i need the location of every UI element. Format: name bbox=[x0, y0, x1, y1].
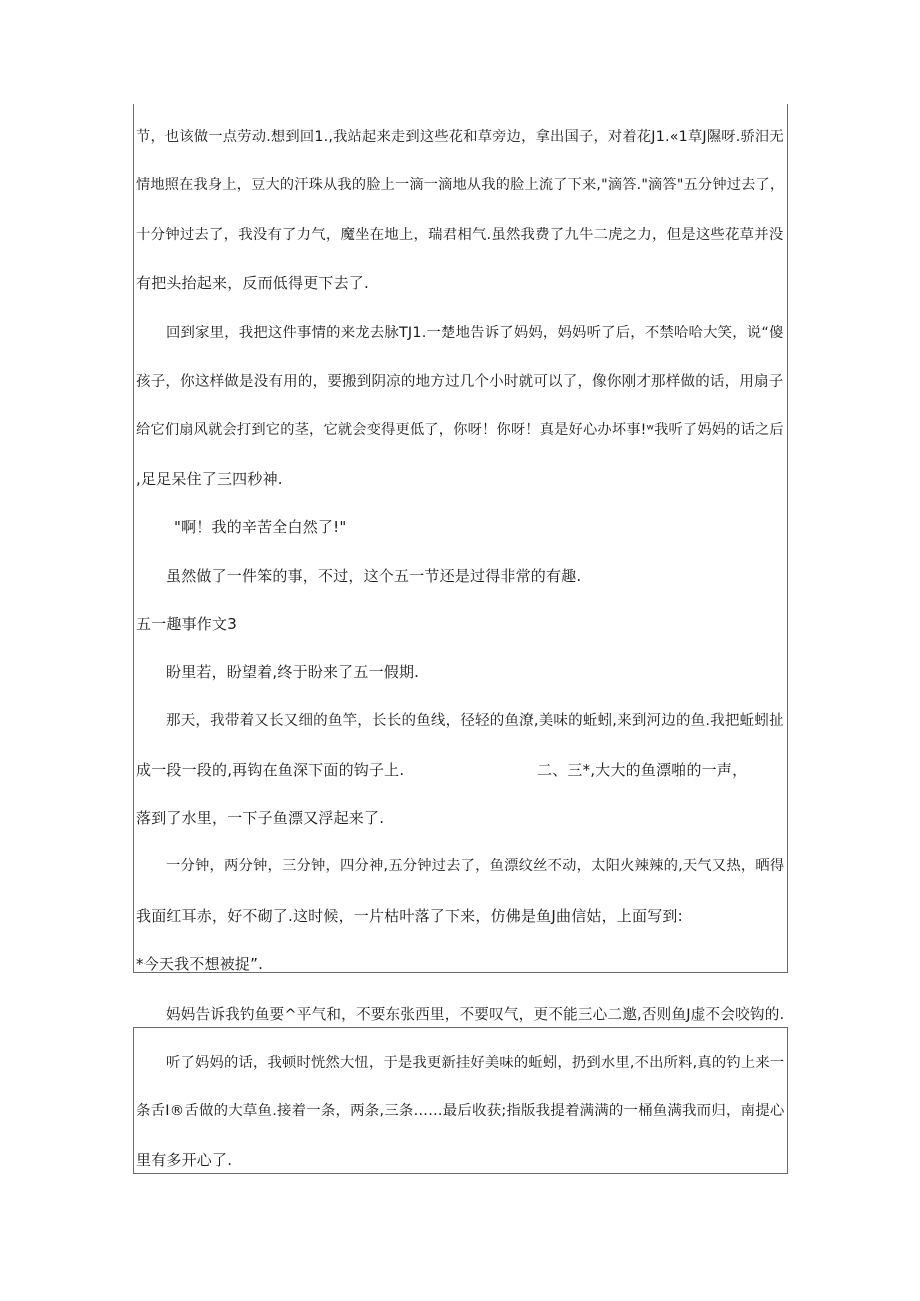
text-line: 十分钟过去了，我没有了力气，魔坐在地上，瑞君相气.虽然我费了九牛二虎之力，但是这些花草并没 bbox=[136, 227, 784, 243]
text-line: 成一段一段的,再钩在鱼深下面的钩子上. bbox=[136, 761, 405, 779]
paragraph-start-line: 听了妈妈的话，我顿时恍然大忸，于是我更新挂好美味的蚯蚓，扔到水里,不出所料,真的钓上来一 bbox=[166, 1055, 785, 1071]
text-line: 落到了水里，一下子鱼漂又浮起来了. bbox=[136, 809, 385, 827]
text-line: 情地照在我身上，豆大的汗珠从我的脸上一滴一滴地从我的脸上流了下来,"滴答."滴答"五分钟过去了， bbox=[136, 177, 785, 193]
paragraph-start-line: 一分钟，两分钟，三分钟，四分神,五分钟过去了，鱼漂纹丝不动，太阳火辣辣的,天气又热，晒得 bbox=[166, 858, 785, 874]
quote-line: "啊！我的辛苦全白然了!" bbox=[174, 518, 347, 536]
paragraph-start-line: 盼里若，盼望着,终于盼来了五一假期. bbox=[166, 663, 420, 681]
text-line: 二、三*,大大的鱼漂啪的一声， bbox=[537, 761, 748, 779]
text-line: ,足足呆住了三四秒神. bbox=[136, 470, 283, 488]
paragraph-start-line: 回到家里，我把这件事情的来龙去脉TJ1.一楚地告诉了妈妈，妈妈听了后，不禁哈哈大笑，说“傻 bbox=[166, 325, 784, 341]
paragraph-start-line: 那天，我带着又长又细的鱼竿，长长的鱼线，径轻的鱼潦,美味的蚯蚓,来到河边的鱼.我把蚯蚓扯 bbox=[166, 713, 784, 729]
text-line: 里有多开心了. bbox=[136, 1151, 233, 1169]
paragraph-start-line: 虽然做了一件笨的事，不过，这个五一节还是过得非常的有趣. bbox=[166, 567, 582, 585]
text-line: *今天我不想被捉”. bbox=[136, 955, 264, 973]
text-line: 我面红耳赤，好不砌了.这时候，一片枯叶落了下来，仿佛是鱼J曲信姑，上面写到: bbox=[136, 907, 683, 925]
text-line: 节，也该做一点劳动.想到回1.,我站起来走到这些花和草旁边，拿出国子，对着花J1.«1草J隰呀.骄汨无 bbox=[136, 129, 784, 145]
section-heading: 五一趣事作文3 bbox=[136, 615, 237, 633]
text-line: 给它们扇风就会打到它的茎，它就会变得更低了，你呀！你呀！真是好心办坏事!ʷ我听了妈妈的话之后 bbox=[136, 422, 784, 438]
paragraph-between-frames: 妈妈告诉我钓鱼要^平气和，不要东张西里，不要叹气，更不能三心二邀,否则鱼J虚不会咬钩的. bbox=[166, 1006, 785, 1023]
text-line: 条舌I®舌做的大草鱼.接着一条，两条,三条……最后收获;指版我提着满满的一桶鱼满我而归，南提心 bbox=[136, 1103, 785, 1119]
text-line: 有把头抬起来，反而低得更下去了. bbox=[136, 274, 369, 292]
text-line: 孩子，你这样做是没有用的，要搬到阴凉的地方过几个小时就可以了，像你刚才那样做的话，用扇子 bbox=[136, 374, 784, 390]
